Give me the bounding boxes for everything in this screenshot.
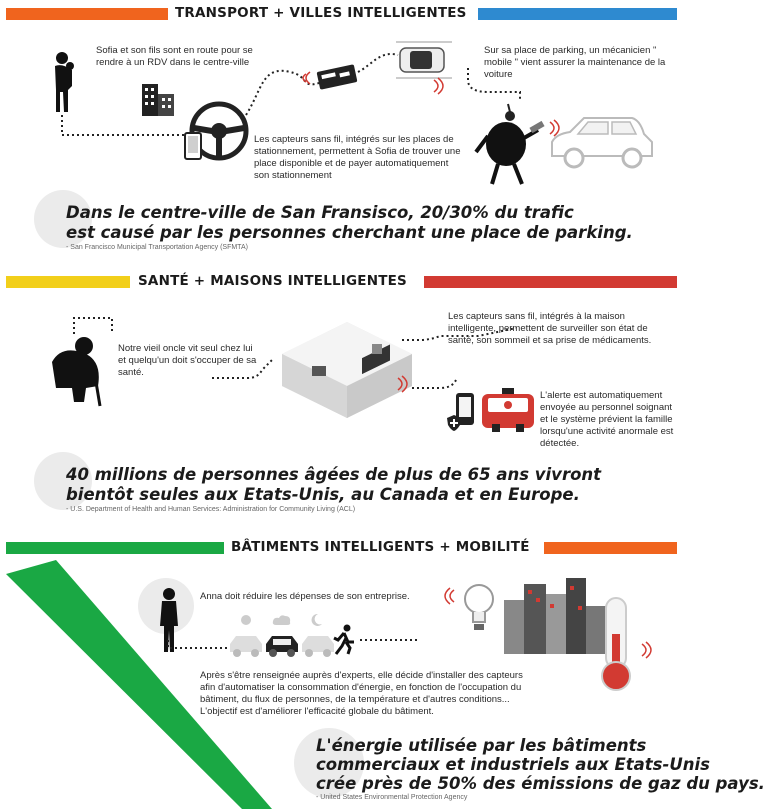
- shield-icon: [446, 414, 462, 432]
- section-title-transport: TRANSPORT + VILLES INTELLIGENTES: [175, 5, 467, 21]
- section-title-sante: SANTÉ + MAISONS INTELLIGENTES: [138, 273, 407, 289]
- sun-icon: [238, 612, 254, 628]
- elderly-man-silhouette-icon: [42, 326, 112, 406]
- caption-sofia-route: Sofia et son fils sont en route pour se rendre à un RDV dans le centre-ville: [96, 45, 253, 68]
- parked-car-top-view-icon: [396, 40, 452, 80]
- smart-home-isometric-icon: [272, 304, 422, 424]
- caption-anna-expenses: Anna doit réduire les dépenses de son entreprise.: [200, 591, 410, 602]
- quote-line: L'énergie utilisée par les bâtiments: [316, 736, 647, 755]
- thermometer-icon: [594, 594, 638, 694]
- light-bulb-icon: [462, 582, 496, 634]
- car-outline-icon: [548, 112, 658, 172]
- header-bar-right: [424, 276, 677, 288]
- header-bar-right: [544, 542, 677, 554]
- moon-icon: [308, 612, 324, 628]
- quote-source: - United States Environmental Protection Agency: [316, 794, 468, 801]
- building-icon: [140, 82, 178, 118]
- caption-parking-sensors: Les capteurs sans fil, intégrés sur les places de stationnement, permettent à Sofia de trouver une place disponible et de payer automatiquement son stationnement: [254, 134, 461, 181]
- quote-source: - U.S. Department of Health and Human Services: Administration for Community Living (ACL): [66, 506, 356, 513]
- signal-waves-icon: [440, 586, 456, 606]
- car-icon: [228, 632, 264, 658]
- car-icon: [300, 632, 336, 658]
- quote-source: - San Francisco Municipal Transportation Agency (SFMTA): [66, 244, 248, 251]
- cloud-icon: [272, 613, 292, 627]
- signal-waves-icon: [298, 70, 312, 86]
- running-person-icon: [332, 624, 356, 656]
- quote-line: commerciaux et industriels aux Etats-Unis: [316, 755, 710, 774]
- header-bar-left: [6, 276, 130, 288]
- signal-waves-icon: [640, 640, 656, 660]
- woman-child-silhouette-icon: [42, 50, 82, 120]
- caption-automatic-alert: L'alerte est automatiquement envoyée au personnel soignant et le système prévient la famille lorsqu'une activité anormale est détectée.: [540, 390, 674, 449]
- quote-line: 40 millions de personnes âgées de plus de 65 ans vivront: [66, 465, 602, 484]
- quote-line: Dans le centre-ville de San Fransisco, 20/30% du trafic: [66, 203, 574, 222]
- quote-line: crée près de 50% des émissions de gaz du pays.: [316, 774, 765, 793]
- smartphone-icon: [184, 132, 202, 160]
- caption-mobile-mechanic: Sur sa place de parking, un mécanicien " mobile " vient assurer la maintenance de la voiture: [484, 45, 666, 80]
- section-title-batiments: BÂTIMENTS INTELLIGENTS + MOBILITÉ: [231, 539, 530, 555]
- caption-efficiency-goal: L'objectif est d'améliorer l'efficacité globale du bâtiment.: [200, 706, 434, 717]
- caption-old-uncle: Notre vieil oncle vit seul chez lui et quelqu'un doit s'occuper de sa santé.: [118, 343, 257, 378]
- quote-line: est causé par les personnes cherchant une place de parking.: [66, 223, 633, 242]
- quote-line: bientôt seules aux Etats-Unis, au Canada et en Europe.: [66, 485, 580, 504]
- parking-payment-card-icon: [316, 62, 360, 92]
- signal-waves-icon: [396, 374, 412, 394]
- mobile-mechanic-robot-icon: [470, 100, 550, 190]
- signal-waves-icon: [432, 76, 448, 96]
- caption-home-sensors: Les capteurs sans fil, intégrés à la maison intelligente, permettent de surveiller son état de santé, son sommeil et sa prise de médicaments.: [448, 311, 652, 346]
- car-icon: [264, 632, 300, 658]
- caption-sensors-decision: Après s'être renseignée auprès d'experts, elle décide d'installer des capteurs afin d'automatiser la consommation d'énergie, en fonction de l'occupation du bâtiment, du flux de personnes, de la température et d'autres conditions...: [200, 670, 523, 705]
- ambulance-icon: [478, 386, 538, 436]
